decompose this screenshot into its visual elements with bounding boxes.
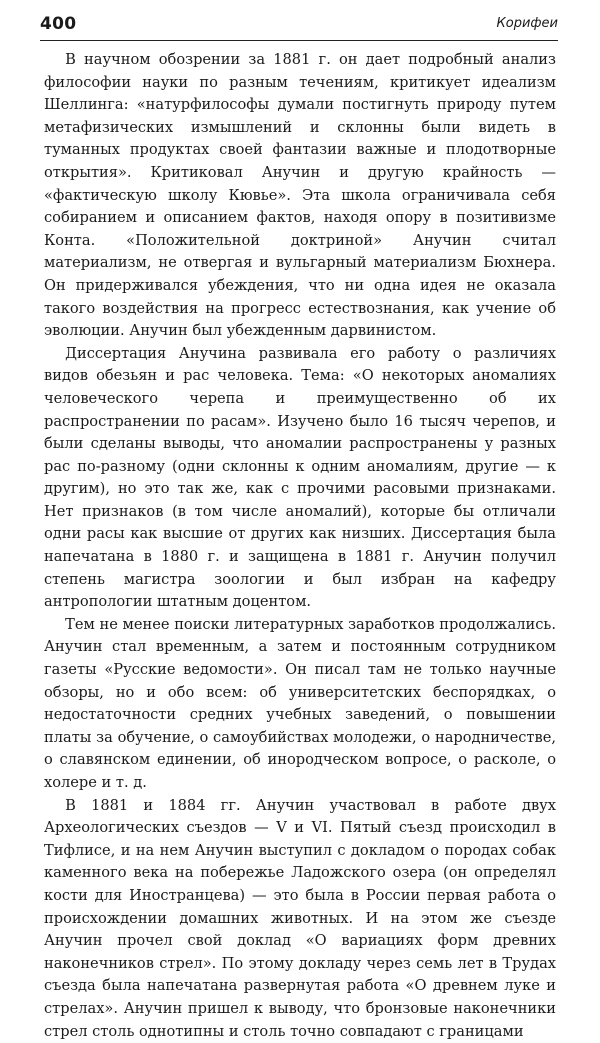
body-text <box>44 49 556 1043</box>
paragraph-2: Диссертация Анучина развивала его работу о различиях видов обезьян и рас человека. Тема: «О некоторых аномалиях человеческого черепа и преимущественно об их распространении по расам». Изучено было 16 тысяч черепов, и были сделаны выводы, что аномалии распространены у разных рас по-разному (одни склонны к одним аномалиям, другие — к другим), но это так же, как с прочими расовыми признаками. Нет признаков (в том числе аномалий), которые бы отличали одни расы как высшие от других как низших. Диссертация была напечатана в 1880 г. и защищена в 1881 г. Анучин получил степень магистра зоологии и был избран на кафедру антропологии штатным доцентом. <box>44 344 556 611</box>
paragraph-3: Тем не менее поиски литературных заработков продолжались. Анучин стал временным, а затем и постоянным сотрудником газеты «Русские ведомости». Он писал там не только научные обзоры, но и обо всем: об университетских беспорядках, о недостаточности средних учебных заведений, о повышении платы за обучение, о самоубийствах молодежи, о народничестве, о славянском единении, об инородческом вопросе, о расколе, о холере и т. д. <box>44 615 556 791</box>
page-number: 400 <box>40 14 77 34</box>
running-title: Корифеи <box>496 16 558 31</box>
paragraph-4: В 1881 и 1884 гг. Анучин участвовал в работе двух Археологических съездов — V и VI. Пятый съезд происходил в Тифлисе, и на нем Анучин выступил с докладом о породах собак каменного века на побережье Ладожского озера (он определял кости для Иностранцева) — это была в России первая работа о происхождении домашних животных. И на этом же съезде Анучин прочел свой доклад «О вариациях форм древних наконечников стрел». По этому докладу через семь лет в Трудах съезда была напечатана развернутая работа «О древнем луке и стрелах». Анучин пришел к выводу, что бронзовые наконечники стрел столь однотипны и столь точно совпадают с границами <box>44 796 556 1040</box>
paragraph-1: В научном обозрении за 1881 г. он дает подробный анализ философии науки по разным течениям, критикует идеализм Шеллинга: «натурфилософы думали постигнуть природу путем метафизических измышлений и склонны были видеть в туманных продуктах своей фантазии важные и плодотворные открытия». Критиковал Анучин и другую крайность — «фактическую школу Кювье». Эта школа ограничивала себя собиранием и описанием фактов, находя опору в позитивизме Конта. «Положительной доктриной» Анучин считал материализм, не отвергая и вульгарный материализм Бюхнера. Он придерживался убеждения, что ни одна идея не оказала такого воздействия на прогресс естествознания, как учение об эволюции. Анучин был убежденным дарвинистом. <box>44 51 556 340</box>
page-header <box>40 14 558 41</box>
